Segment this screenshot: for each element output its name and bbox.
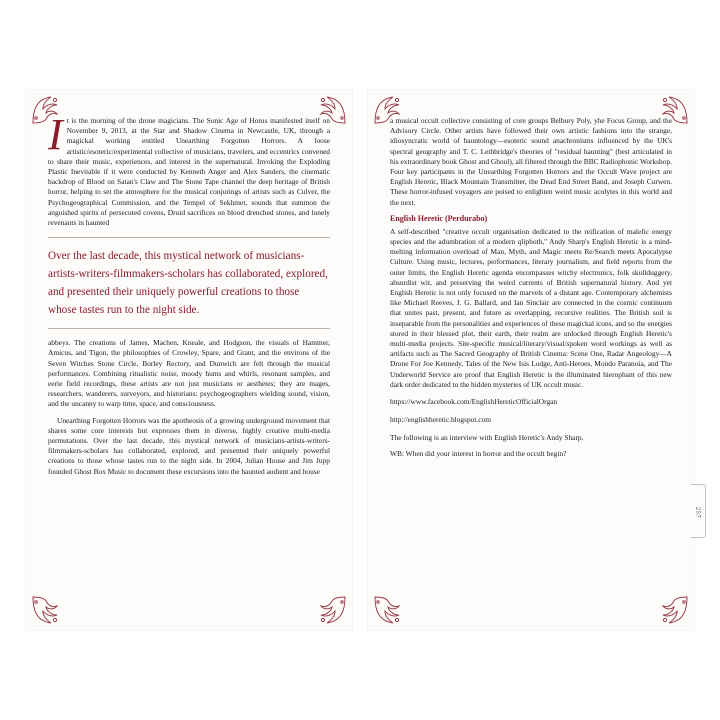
left-page (26, 90, 352, 630)
opening-block (48, 110, 330, 228)
page-number: 257 (694, 506, 702, 519)
link-blogspot[interactable]: http://englishheretic.blogspot.com (390, 415, 491, 425)
continued-paragraph: a musical occult collective consisting of core groups Belbury Poly, yhe Focus Group, and the Advisory Circle. Other artists have followed their own artistic fashions into the strange, idiosyncratic world of hauntology—esoteric sound anachronisms influenced by the UK's spectral geography and T. C. Lethbridge's theories of "residual haunting" (best articulated in his extraordinary book Ghost and Ghoul), all filtered through the BBC Radiophonic Workshop. Four key participants in the Unearthing Forgotten Horrors and the Occult Wave project are English Heretic, Black Mountain Transmitter, the Dead End Street Band, and Joseph Curwen. These horror-infused voyagers are poised to enlighten weird music acolytes in this world and the next. (390, 116, 672, 207)
continued-paragraph: abbeys. The creations of James, Machen, Kneale, and Hodgson, the visuals of Hammer, Amicus, and Tigon, the philosophies of Crowley, Spare, and Grant, and the environs of the Seven Witches Stone Circle, Borley Rectory, and Dunwich are felt through the musical performances. Combining ritualistic noise, moody hums and whirls, resonant samples, and eerie field recordings, these artists are not just musicians or aesthetes; they are mages, researchers, wanderers, surveyors, and historians: psychogeographers wielding sound, vision, and the uncanny to warp time, space, and consciousness. (48, 338, 330, 409)
section-paragraph: A self-described "creative occult organisation dedicated to the reification of malefic energy species and the adumbration of a modern qliphoth," Andy Sharp's English Heretic is a mind-melting information overload of Man, Myth, and Magic meets Re/Search meets Apocalypse Culture. Using music, lectures, performances, literary journalism, and field reports from the outer limits, the English Heretic agenda encompasses witchy electronics, folk skullduggery, absurdist wit, and preserving the weird currents of British supernatural history. And yet English Heretic is not only focused on the marvels of a distant age. Contemporary alchemists like Michael Reeves, J. G. Ballard, and Ian Sinclair are connected in the cosmic continuum that unites past, present, and future as overlapping, recursive realities. The British soil is inseparable from the personalities and experiences of these magickal icons, and so the energies stored in their blessed plot, their earth, their realm are unlocked through English Heretic's multi-media projects. Site-specific musical/literary/visual/spoken word workings as well as artifacts such as The Sacred Geography of British Cinema: Scene One, Radar Angeology—A Drone For Joe Kennedy, Tales of the New Isis Lodge, Anti-Heroes, Mondo Paranoia, and The Underworld Service are proof that English Heretic is the illuminated hierophant of this new dark order dedicated to the hidden mysteries of UK occult music. (390, 226, 672, 389)
left-page-content (26, 90, 352, 630)
pull-quote: Over the last decade, this mystical network of musicians-artists-writers-filmmakers-scholars has collaborated, explored, and presented their uniquely powerful creations to those whose tastes run to the night side. (48, 250, 328, 317)
final-paragraph: Unearthing Forgotten Horrors was the apotheosis of a growing underground movement that shares some core interests but expresses them in diverse, highly creative multi-media permutations. Over the last decade, this mystical network of musicians-artists-writers-filmmakers-scholars has collaborated, explored, and presented their uniquely powerful creations to those whose tastes run to the night side. In 2004, Julian House and Jim Jupp founded Ghost Box Music to document these excursions into the haunted audient and house (48, 415, 330, 476)
section-heading: English Heretic (Perdurabo) (390, 213, 488, 223)
divider-bottom (48, 328, 330, 329)
opening-paragraph: t is the morning of the drone magicians. The Sonic Age of Horus manifested itself on November 9, 2013, at the Star and Shadow Cinema in Newcastle, UK, through a magickal working entitled Unearthing Forgotten Horrors. A loose artistic/esoteric/experimental collective of musicians, travelers, and eccentrics convened to share their music, experiences, and interest in the supernatural. Invoking the Exploding Plastic Inevitable if it were conducted by Kenneth Anger and Alex Sanders, the cinematic backdrop of Blood on Satan's Claw and The Stone Tape channel the deep heritage of British horror, helping to set the atmosphere for the musical conjurings of artists such as Culver, the Psychogeographical Commission, and the Tempel of Sekhmet, sounds that summon the anguished spirits of persecuted covens, Druid sacrifices on blood drenched stones, and lonely revenants in haunted (48, 116, 330, 228)
interview-question: WB: When did your interest in horror and the occult begin? (390, 449, 567, 459)
drop-cap: I (48, 110, 63, 159)
interview-lead: The following is an interview with English Heretic's Andy Sharp. (390, 433, 584, 443)
right-page (368, 90, 702, 630)
divider-top (48, 237, 330, 238)
page-number-tab (691, 484, 706, 538)
right-page-content (368, 90, 694, 630)
link-facebook[interactable]: https://www.facebook.com/EnglishHereticOfficialOrgan (390, 397, 558, 407)
